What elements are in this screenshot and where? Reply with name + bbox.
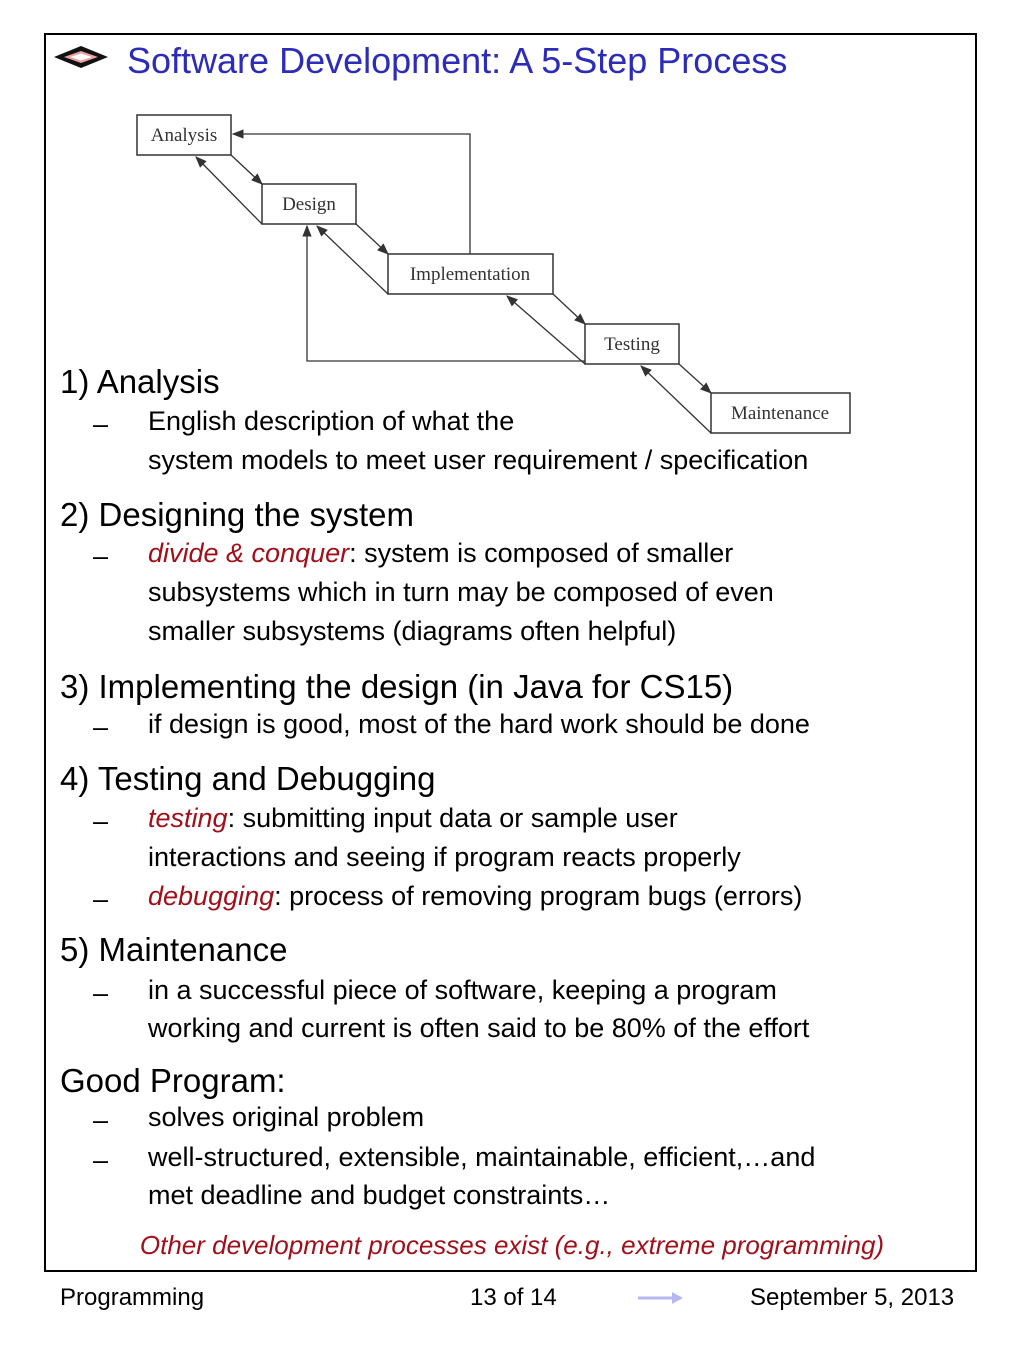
- footer-date: September 5, 2013: [750, 1284, 955, 1311]
- arrow-design-analysis: [196, 157, 262, 224]
- bullet-dash: –: [93, 712, 109, 742]
- bullet-dash: –: [93, 1105, 109, 1135]
- box-label-analysis: Analysis: [150, 125, 218, 146]
- box-label-design: Design: [282, 194, 336, 215]
- arrow-implementation-testing: [553, 294, 585, 324]
- arrow-maintenance-testing: [641, 366, 711, 433]
- bullet-line: system models to meet user requirement / specification: [148, 445, 809, 475]
- bullet-dash: –: [93, 884, 109, 914]
- footer-page-number: 13 of 14: [470, 1284, 557, 1311]
- arrow-analysis-design: [231, 155, 262, 184]
- page-title: Software Development: A 5-Step Process: [127, 40, 788, 81]
- section-heading: Good Program:: [60, 1062, 286, 1099]
- bullet-line: working and current is often said to be 80% of the effort: [148, 1013, 810, 1043]
- emphasis-term: testing: [148, 803, 228, 833]
- next-arrow-icon[interactable]: [636, 1290, 684, 1306]
- bullet-line: if design is good, most of the hard work should be done: [148, 709, 810, 739]
- arrow-testing-maintenance: [679, 364, 711, 393]
- section-heading: 5) Maintenance: [60, 931, 288, 968]
- bullet-text: [148, 803, 678, 834]
- bullet-dash: –: [93, 1145, 109, 1175]
- footer-left: Programming: [60, 1284, 205, 1311]
- emphasis-term: divide & conquer: [148, 538, 350, 568]
- arrow-design-implementation: [356, 224, 388, 254]
- box-label-maintenance: Maintenance: [730, 403, 830, 424]
- diamond-bullet-icon: [52, 44, 110, 70]
- bullet-line: solves original problem: [148, 1102, 425, 1132]
- section-heading: 1) Analysis: [60, 363, 220, 400]
- bullet-rest: : submitting input data or sample user: [227, 803, 678, 833]
- bullet-line: English description of what the: [148, 406, 515, 436]
- bullet-rest: : process of removing program bugs (errors): [274, 881, 803, 911]
- bullet-line: interactions and seeing if program reacts properly: [148, 842, 741, 872]
- arrow-testing-implementation: [507, 296, 585, 364]
- bullet-dash: –: [93, 978, 109, 1008]
- bullet-dash: –: [93, 541, 109, 571]
- footnote: Other development processes exist (e.g., extreme programming): [139, 1230, 885, 1260]
- section-heading: 4) Testing and Debugging: [60, 760, 436, 797]
- arrow-implementation-design: [317, 226, 388, 294]
- box-label-testing: Testing: [604, 334, 660, 355]
- section-heading: 2) Designing the system: [60, 496, 414, 533]
- bullet-rest: : system is composed of smaller: [349, 538, 734, 568]
- bullet-line: subsystems which in turn may be composed of even: [148, 577, 774, 607]
- bullet-line: well-structured, extensible, maintainable, efficient,…and: [148, 1142, 816, 1172]
- bullet-line: smaller subsystems (diagrams often helpful): [148, 616, 677, 646]
- emphasis-term: debugging: [148, 881, 275, 911]
- bullet-line: met deadline and budget constraints…: [148, 1180, 611, 1210]
- box-label-implementation: Implementation: [409, 264, 531, 285]
- bullet-dash: –: [93, 806, 109, 836]
- bullet-text: [148, 881, 802, 912]
- section-heading: 3) Implementing the design (in Java for CS15): [60, 668, 734, 705]
- bullet-line: in a successful piece of software, keeping a program: [148, 975, 777, 1005]
- waterfall-diagram: [130, 108, 860, 438]
- bullet-text: [148, 538, 733, 569]
- bullet-dash: –: [93, 409, 109, 439]
